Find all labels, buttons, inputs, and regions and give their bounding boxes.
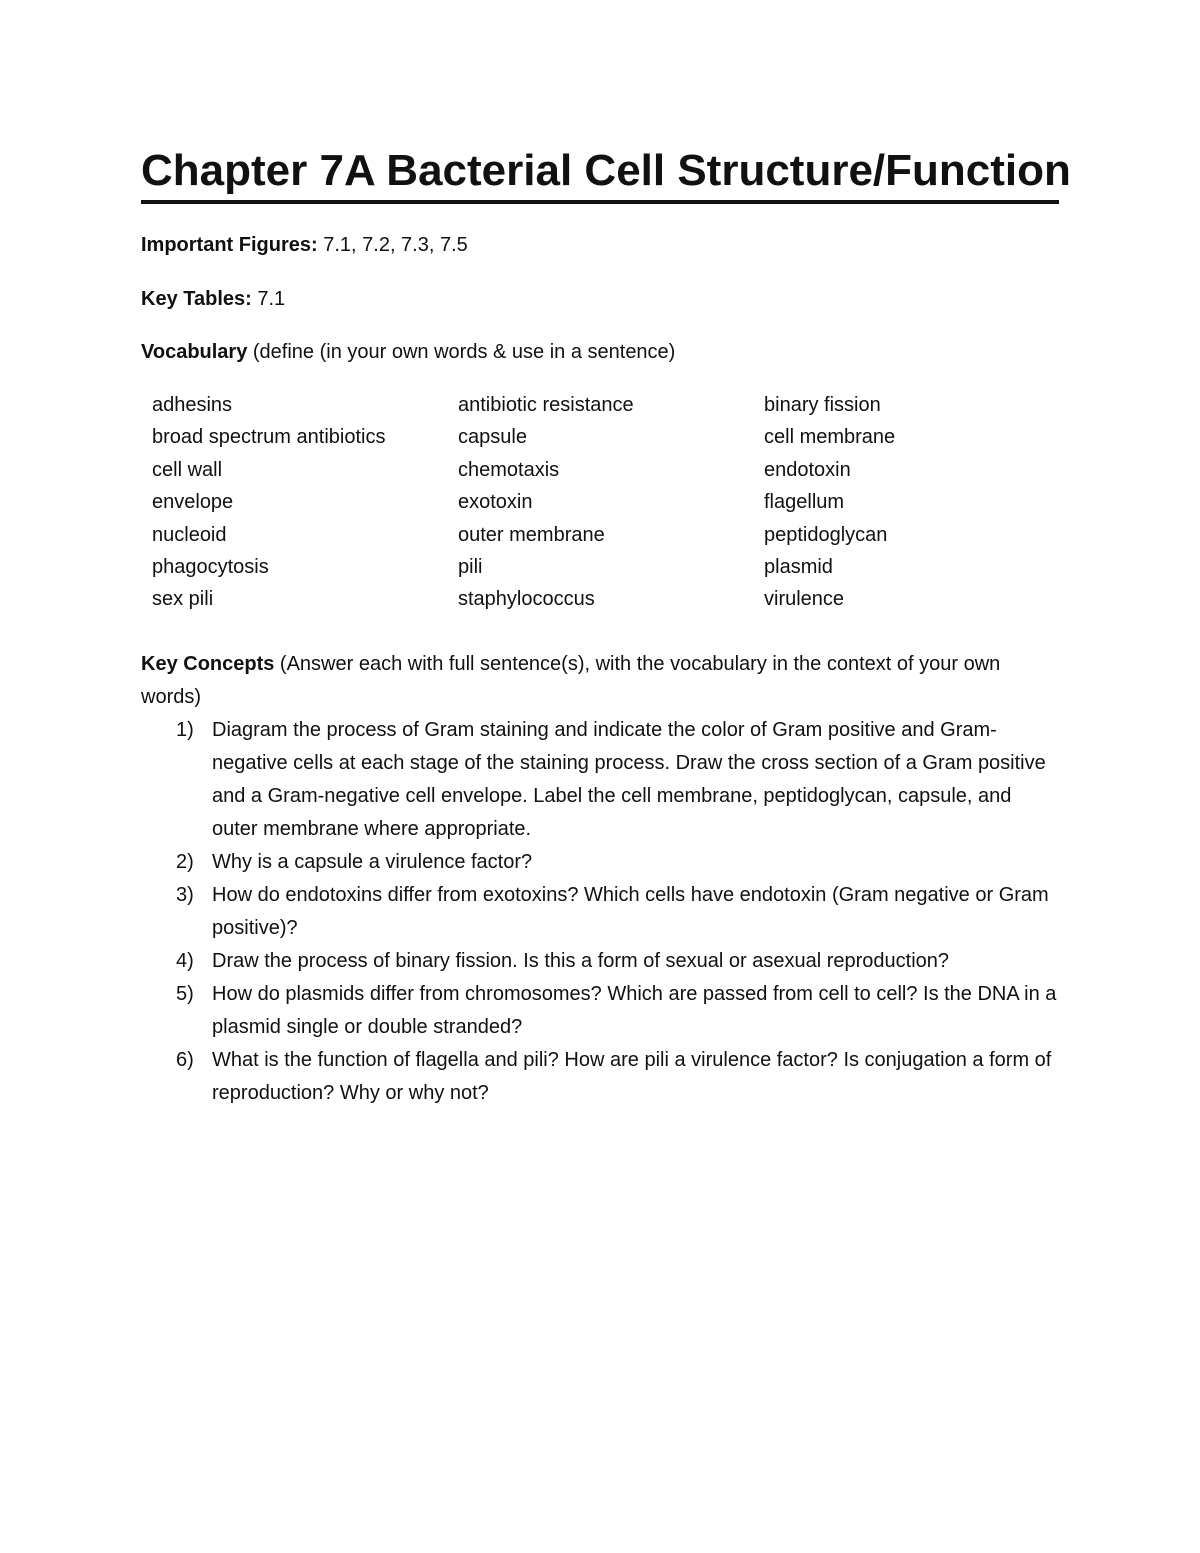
vocab-term: outer membrane <box>458 523 605 546</box>
question-number: 3) <box>176 884 194 906</box>
vocab-term: peptidoglycan <box>764 523 888 546</box>
question-number: 4) <box>176 950 194 972</box>
vocab-term: pili <box>458 556 483 579</box>
question-text: Why is a capsule a virulence factor? <box>212 851 533 873</box>
vocab-term: exotoxin <box>458 491 533 514</box>
key-concepts-label: Key Concepts <box>141 653 275 675</box>
vocabulary-label: Vocabulary <box>141 341 248 363</box>
key-tables-line <box>141 283 285 316</box>
question-text: What is the function of flagella and pili? How are pili a virulence factor? Is conjugation a form of reproduction? Why or why not? <box>212 1049 1052 1104</box>
vocab-term: cell membrane <box>764 426 896 449</box>
vocabulary-list <box>152 389 1059 616</box>
vocab-term: adhesins <box>152 394 233 416</box>
question-item <box>141 945 1059 978</box>
vocab-term: endotoxin <box>764 458 851 481</box>
title-underline <box>141 200 1059 204</box>
vocab-term: flagellum <box>764 491 845 514</box>
question-text: How do endotoxins differ from exotoxins? Which cells have endotoxin (Gram negative or Gram positive)? <box>212 884 1049 939</box>
question-item <box>141 714 1059 846</box>
question-item <box>141 978 1059 1044</box>
question-text: Diagram the process of Gram staining and indicate the color of Gram positive and Gram-negative cells at each stage of the staining process. Draw the cross section of a Gram positive and a Gram-negative cell envelope. Label the cell membrane, peptidoglycan, capsule, and outer membrane where appropriate. <box>212 719 1046 840</box>
key-tables-value: 7.1 <box>251 288 286 310</box>
vocab-term: nucleoid <box>152 523 227 546</box>
question-item <box>141 879 1059 945</box>
vocab-term: cell wall <box>152 458 223 481</box>
key-concepts-list <box>141 714 1059 1110</box>
question-item <box>141 1044 1059 1110</box>
vocab-term: virulence <box>764 588 845 611</box>
vocab-term: sex pili <box>152 588 214 611</box>
vocab-term: broad spectrum antibiotics <box>152 426 386 449</box>
vocab-term: plasmid <box>764 556 833 579</box>
important-figures-label: Important Figures: <box>141 234 318 256</box>
vocab-term: phagocytosis <box>152 556 269 579</box>
question-number: 2) <box>176 851 194 873</box>
vocabulary-note: (define (in your own words & use in a sentence) <box>247 341 676 363</box>
vocab-term: staphylococcus <box>458 588 595 611</box>
vocab-term: capsule <box>458 426 527 449</box>
vocab-term: chemotaxis <box>458 458 560 481</box>
page-title: Chapter 7A Bacterial Cell Structure/Function <box>141 146 1071 195</box>
key-tables-label: Key Tables: <box>141 288 252 310</box>
question-text: How do plasmids differ from chromosomes? Which are passed from cell to cell? Is the DNA in a plasmid single or double stranded? <box>212 983 1057 1038</box>
question-number: 5) <box>176 983 194 1005</box>
important-figures-value: 7.1, 7.2, 7.3, 7.5 <box>317 234 468 256</box>
vocab-term: binary fission <box>764 394 881 416</box>
key-concepts-heading <box>141 648 1041 714</box>
important-figures-line <box>141 229 468 262</box>
vocabulary-heading <box>141 336 675 369</box>
vocab-term: envelope <box>152 491 234 514</box>
question-number: 6) <box>176 1049 194 1071</box>
question-text: Draw the process of binary fission. Is this a form of sexual or asexual reproduction? <box>212 950 950 972</box>
vocab-term: antibiotic resistance <box>458 394 634 416</box>
key-concepts-note: (Answer each with full sentence(s), with the vocabulary in the context of your own words) <box>141 653 1001 708</box>
question-number: 1) <box>176 719 194 741</box>
question-item <box>141 846 1059 879</box>
